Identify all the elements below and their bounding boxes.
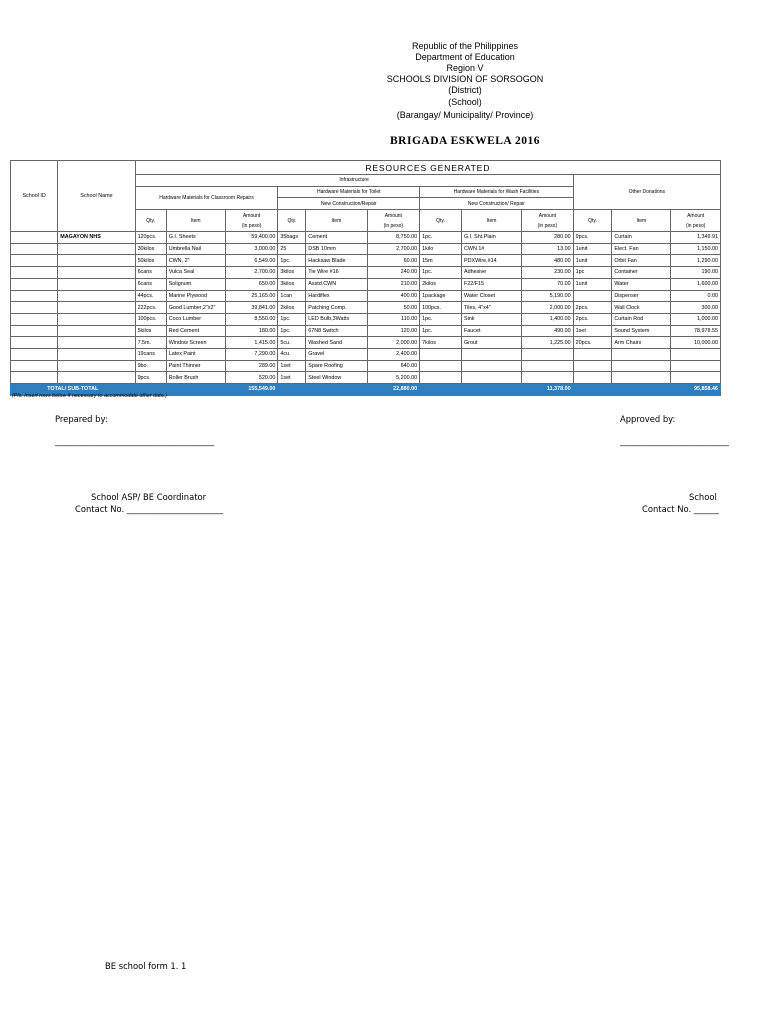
classroom-amount-cell: 650.00 bbox=[225, 278, 278, 290]
table-row bbox=[11, 278, 721, 290]
donation-qty-cell: 1set bbox=[573, 325, 612, 337]
donation-amount-cell: 10,000.00 bbox=[671, 337, 721, 349]
infrastructure-header: Infrastructure bbox=[135, 175, 573, 187]
other-donations-header: Other Donations bbox=[573, 175, 720, 210]
approved-signature-line: __________________________ bbox=[620, 436, 729, 446]
wash-qty-cell bbox=[420, 348, 462, 360]
school-id-cell bbox=[11, 255, 58, 267]
wash-item-cell bbox=[461, 372, 521, 384]
donation-amount-cell bbox=[671, 348, 721, 360]
total-blank-cell bbox=[573, 384, 612, 396]
classroom-qty-cell: 44pcs. bbox=[135, 290, 166, 302]
resources-table-body bbox=[11, 161, 721, 396]
wash-amount-cell bbox=[522, 360, 574, 372]
wash-amount-cell bbox=[522, 348, 574, 360]
classroom-amount-cell: 8,550.00 bbox=[225, 313, 278, 325]
republic-heading: Republic of the Philippines bbox=[411, 41, 519, 51]
contact-right: Contact No. ______ bbox=[642, 504, 719, 514]
toilet-amount-cell: 5,200.00 bbox=[367, 372, 420, 384]
classroom-qty-cell: 100pcs. bbox=[135, 313, 166, 325]
school-id-cell bbox=[11, 325, 58, 337]
classroom-item-cell: Red Cement bbox=[166, 325, 225, 337]
donation-qty-cell: 2pcs. bbox=[573, 313, 612, 325]
donation-amount-cell: 0.00 bbox=[671, 290, 721, 302]
classroom-qty-cell: 6cans bbox=[135, 267, 166, 279]
table-row bbox=[11, 348, 721, 360]
table-row bbox=[11, 302, 721, 314]
donation-amount-cell bbox=[671, 360, 721, 372]
donation-item-cell: Water bbox=[612, 278, 671, 290]
toilet-amount-cell: 2,400.00 bbox=[367, 348, 420, 360]
toilet-qty-cell: 35bags bbox=[278, 232, 306, 244]
donation-item-cell bbox=[612, 348, 671, 360]
donation-amount-cell: 300.00 bbox=[671, 302, 721, 314]
division-heading: SCHOOLS DIVISION OF SORSOGON bbox=[386, 74, 544, 84]
donation-qty-cell: 9pcs. bbox=[573, 232, 612, 244]
classroom-qty-cell: 7.5m. bbox=[135, 337, 166, 349]
donation-amount-cell: 190.00 bbox=[671, 267, 721, 279]
toilet-item-cell: Hardiflex bbox=[306, 290, 367, 302]
toilet-amount-cell: 640.00 bbox=[367, 360, 420, 372]
toilet-qty-cell: 25 bbox=[278, 243, 306, 255]
donation-item-cell: Arm Chairs bbox=[612, 337, 671, 349]
approved-by-label: Approved by: bbox=[620, 414, 676, 424]
wash-item-cell: Faucet bbox=[461, 325, 521, 337]
donation-amount-cell: 1,150.00 bbox=[671, 243, 721, 255]
school-id-cell bbox=[11, 302, 58, 314]
wash-item-cell: Adhesive bbox=[461, 267, 521, 279]
classroom-amount-cell: 520.00 bbox=[225, 372, 278, 384]
district-heading: (District) bbox=[448, 85, 482, 95]
wash-qty-cell: 1package bbox=[420, 290, 462, 302]
wash-qty-cell bbox=[420, 360, 462, 372]
toilet-item-cell: Gravel bbox=[306, 348, 367, 360]
item-column-header: Item bbox=[306, 210, 367, 232]
classroom-item-cell: Good Lumber,2"x2" bbox=[166, 302, 225, 314]
donation-item-cell: Wall Clock bbox=[612, 302, 671, 314]
donation-amount-cell: 1,600.00 bbox=[671, 278, 721, 290]
wash-amount-cell: 280.00 bbox=[522, 232, 574, 244]
classroom-qty-cell: 120pcs. bbox=[135, 232, 166, 244]
toilet-item-cell: DSB 10mm bbox=[306, 243, 367, 255]
donation-item-cell: Orbit Fan bbox=[612, 255, 671, 267]
region-heading: Region V bbox=[446, 63, 484, 73]
toilet-qty-cell: 1pc. bbox=[278, 325, 306, 337]
school-name-cell bbox=[58, 360, 135, 372]
total-blank-cell bbox=[278, 384, 306, 396]
donation-total: 95,858.46 bbox=[671, 384, 721, 396]
wash-item-cell: CWN 1# bbox=[461, 243, 521, 255]
classroom-qty-cell: 9bo. bbox=[135, 360, 166, 372]
donation-item-cell: Dispenser bbox=[612, 290, 671, 302]
classroom-qty-cell: 50kilos bbox=[135, 255, 166, 267]
classroom-amount-cell: 7,290.00 bbox=[225, 348, 278, 360]
in-peso-label: (in peso) bbox=[383, 222, 404, 229]
donation-qty-cell: 20pcs. bbox=[573, 337, 612, 349]
school-id-cell bbox=[11, 313, 58, 325]
classroom-qty-cell: 9pcs. bbox=[135, 372, 166, 384]
amount-column-header bbox=[522, 210, 574, 232]
classroom-amount-cell: 1,415.00 bbox=[225, 337, 278, 349]
wash-amount-cell: 5,190.00 bbox=[522, 290, 574, 302]
classroom-qty-cell: 5kilos bbox=[135, 325, 166, 337]
school-id-cell bbox=[11, 232, 58, 244]
donation-item-cell: Sound System bbox=[612, 325, 671, 337]
total-blank-cell bbox=[612, 384, 671, 396]
wash-qty-cell: 1pc. bbox=[420, 313, 462, 325]
classroom-item-cell: Marine Plywood bbox=[166, 290, 225, 302]
school-name-cell bbox=[58, 290, 135, 302]
toilet-amount-cell: 400.00 bbox=[367, 290, 420, 302]
contact-left: Contact No. _______________________ bbox=[75, 504, 224, 514]
school-name-cell bbox=[58, 325, 135, 337]
donation-qty-cell: 1unit bbox=[573, 243, 612, 255]
classroom-qty-cell: 30kilos bbox=[135, 243, 166, 255]
classroom-qty-cell: 222pcs. bbox=[135, 302, 166, 314]
coordinator-label: School ASP/ BE Coordinator bbox=[91, 492, 207, 502]
donation-qty-cell bbox=[573, 360, 612, 372]
donation-amount-cell: 78,978.55 bbox=[671, 325, 721, 337]
toilet-total: 22,880.00 bbox=[367, 384, 420, 396]
toilet-amount-cell: 50.00 bbox=[367, 302, 420, 314]
donation-item-cell: Curtain Rod bbox=[612, 313, 671, 325]
toilet-item-cell: LED Bulb,3Watts bbox=[306, 313, 367, 325]
toilet-item-cell: Patching Comp. bbox=[306, 302, 367, 314]
classroom-item-cell: CWN, 2" bbox=[166, 255, 225, 267]
qty-column-header: Qty. bbox=[278, 210, 306, 232]
school-label: School bbox=[689, 492, 717, 502]
toilet-qty-cell: 3kilos bbox=[278, 267, 306, 279]
wash-amount-cell: 1,225.00 bbox=[522, 337, 574, 349]
school-name-cell bbox=[58, 348, 135, 360]
classroom-item-cell: G.I. Sheets bbox=[166, 232, 225, 244]
amount-label: Amount bbox=[538, 212, 556, 219]
wash-qty-cell bbox=[420, 372, 462, 384]
toilet-qty-cell: 3kilos bbox=[278, 278, 306, 290]
wash-amount-cell: 13.00 bbox=[522, 243, 574, 255]
in-peso-label: (in peso) bbox=[537, 222, 558, 229]
wash-item-cell: Water Closet bbox=[461, 290, 521, 302]
donation-amount-cell: 1,349.91 bbox=[671, 232, 721, 244]
table-row bbox=[11, 255, 721, 267]
location-heading: (Barangay/ Municipality/ Province) bbox=[396, 110, 534, 120]
wash-facilities-header: Hardware Materials for Wash Facilities bbox=[420, 186, 574, 198]
resources-generated-title: RESOURCES GENERATED bbox=[135, 161, 720, 175]
school-name-header: School Name bbox=[58, 161, 135, 232]
donation-item-cell: Curtain bbox=[612, 232, 671, 244]
donation-item-cell: Elect. Fan bbox=[612, 243, 671, 255]
wash-qty-cell: 1pc. bbox=[420, 232, 462, 244]
document-title: BRIGADA ESKWELA 2016 bbox=[390, 135, 540, 147]
donation-qty-cell: 2pcs. bbox=[573, 302, 612, 314]
toilet-item-cell: 67N8 Switch bbox=[306, 325, 367, 337]
toilet-amount-cell: 8,750.00 bbox=[367, 232, 420, 244]
table-row bbox=[11, 372, 721, 384]
toilet-header: Hardware Materials for Toilet bbox=[278, 186, 420, 198]
donation-qty-cell: 1unit bbox=[573, 255, 612, 267]
toilet-item-cell: Spare Roofing bbox=[306, 360, 367, 372]
wash-qty-cell: 1pc. bbox=[420, 325, 462, 337]
department-heading: Department of Education bbox=[415, 52, 515, 62]
toilet-qty-cell: 4cu. bbox=[278, 348, 306, 360]
wash-amount-cell: 2,000.00 bbox=[522, 302, 574, 314]
school-name-cell bbox=[58, 267, 135, 279]
wash-amount-cell: 1,400.00 bbox=[522, 313, 574, 325]
school-id-cell bbox=[11, 290, 58, 302]
school-name-cell bbox=[58, 243, 135, 255]
school-name-cell bbox=[58, 337, 135, 349]
classroom-amount-cell: 59,400.00 bbox=[225, 232, 278, 244]
qty-column-header: Qty. bbox=[573, 210, 612, 232]
toilet-qty-cell: 1pc. bbox=[278, 313, 306, 325]
wash-amount-cell: 230.00 bbox=[522, 267, 574, 279]
school-name-cell bbox=[58, 278, 135, 290]
amount-label: Amount bbox=[384, 212, 402, 219]
table-row bbox=[11, 360, 721, 372]
form-number-label: BE school form 1. 1 bbox=[105, 961, 187, 971]
toilet-qty-cell: 2kilos bbox=[278, 302, 306, 314]
wash-qty-cell: 2kilos bbox=[420, 278, 462, 290]
wash-item-cell: Sink bbox=[461, 313, 521, 325]
qty-column-header: Qty. bbox=[135, 210, 166, 232]
insert-rows-note: (Pls. Insert rows below if necessary to accommodate other data.) bbox=[12, 393, 167, 399]
wash-qty-cell: 1kilo bbox=[420, 243, 462, 255]
classroom-item-cell: Window Screen bbox=[166, 337, 225, 349]
wash-item-cell: PDXWire,#14 bbox=[461, 255, 521, 267]
school-id-cell bbox=[11, 267, 58, 279]
classroom-item-cell: Paint Thinner bbox=[166, 360, 225, 372]
classroom-item-cell: Coco Lumber bbox=[166, 313, 225, 325]
item-column-header: Item bbox=[461, 210, 521, 232]
wash-qty-cell: 7kilos bbox=[420, 337, 462, 349]
toilet-subheader: New Construction/Repair bbox=[278, 198, 420, 210]
school-name-cell bbox=[58, 302, 135, 314]
wash-amount-cell: 70.00 bbox=[522, 278, 574, 290]
qty-column-header: Qty. bbox=[420, 210, 462, 232]
classroom-repairs-header: Hardware Materials for Classroom Repairs bbox=[135, 186, 278, 209]
classroom-item-cell: Vulca Seal bbox=[166, 267, 225, 279]
school-name-cell: MAGAYON NHS bbox=[58, 232, 135, 244]
prepared-by-label: Prepared by: bbox=[55, 414, 108, 424]
table-row bbox=[11, 267, 721, 279]
donation-amount-cell: 1,290.00 bbox=[671, 255, 721, 267]
wash-subheader: New Construction/ Repair bbox=[420, 198, 574, 210]
amount-label: Amount bbox=[687, 212, 705, 219]
toilet-item-cell: Steel Window bbox=[306, 372, 367, 384]
school-id-cell bbox=[11, 360, 58, 372]
wash-item-cell: Grout bbox=[461, 337, 521, 349]
table-row bbox=[11, 232, 721, 244]
classroom-amount-cell: 39,841.00 bbox=[225, 302, 278, 314]
toilet-amount-cell: 2,700.00 bbox=[367, 243, 420, 255]
donation-amount-cell bbox=[671, 372, 721, 384]
toilet-amount-cell: 2,000.00 bbox=[367, 337, 420, 349]
in-peso-label: (in peso) bbox=[241, 222, 262, 229]
school-id-cell bbox=[11, 348, 58, 360]
prepared-signature-line: ______________________________________ bbox=[55, 436, 215, 446]
classroom-total: 155,549.00 bbox=[225, 384, 278, 396]
total-label: TOTAL/ SUB-TOTAL bbox=[11, 384, 136, 396]
amount-label: Amount bbox=[242, 212, 261, 219]
toilet-item-cell: Washed Sand bbox=[306, 337, 367, 349]
wash-amount-cell: 490.00 bbox=[522, 325, 574, 337]
donation-qty-cell bbox=[573, 290, 612, 302]
wash-item-cell: G.I. Sht.Plain bbox=[461, 232, 521, 244]
table-row bbox=[11, 243, 721, 255]
total-blank-cell bbox=[420, 384, 462, 396]
wash-item-cell: F22/F15 bbox=[461, 278, 521, 290]
classroom-item-cell: Solignum bbox=[166, 278, 225, 290]
resources-table bbox=[10, 160, 721, 396]
wash-item-cell bbox=[461, 360, 521, 372]
classroom-qty-cell: 6cans bbox=[135, 278, 166, 290]
donation-item-cell: Container bbox=[612, 267, 671, 279]
school-id-cell bbox=[11, 278, 58, 290]
classroom-item-cell: Latex Paint bbox=[166, 348, 225, 360]
school-heading: (School) bbox=[448, 97, 482, 107]
wash-qty-cell: 15m bbox=[420, 255, 462, 267]
wash-qty-cell: 1pc. bbox=[420, 267, 462, 279]
table-title-row bbox=[11, 161, 721, 175]
school-id-cell bbox=[11, 372, 58, 384]
school-name-cell bbox=[58, 313, 135, 325]
toilet-qty-cell: 1pc. bbox=[278, 255, 306, 267]
toilet-qty-cell: 1can bbox=[278, 290, 306, 302]
toilet-item-cell: Asstd.CWN bbox=[306, 278, 367, 290]
donation-qty-cell: 1pc bbox=[573, 267, 612, 279]
toilet-item-cell: Hacksaw Blade bbox=[306, 255, 367, 267]
total-blank-cell bbox=[166, 384, 225, 396]
toilet-item-cell: Cement bbox=[306, 232, 367, 244]
item-column-header: Item bbox=[166, 210, 225, 232]
amount-column-header bbox=[367, 210, 420, 232]
school-name-cell bbox=[58, 372, 135, 384]
classroom-amount-cell: 180.00 bbox=[225, 325, 278, 337]
classroom-amount-cell: 2,700.00 bbox=[225, 267, 278, 279]
wash-amount-cell bbox=[522, 372, 574, 384]
donation-item-cell bbox=[612, 360, 671, 372]
wash-total: 11,378.00 bbox=[522, 384, 574, 396]
school-id-header: School ID bbox=[11, 161, 58, 232]
school-id-cell bbox=[11, 337, 58, 349]
toilet-qty-cell: 5cu. bbox=[278, 337, 306, 349]
donation-amount-cell: 1,000.00 bbox=[671, 313, 721, 325]
donation-qty-cell bbox=[573, 372, 612, 384]
amount-column-header bbox=[225, 210, 278, 232]
wash-item-cell: Tiles, 4"x4" bbox=[461, 302, 521, 314]
item-column-header: Item bbox=[612, 210, 671, 232]
toilet-qty-cell: 1set bbox=[278, 360, 306, 372]
classroom-qty-cell: 19cans bbox=[135, 348, 166, 360]
toilet-amount-cell: 120.00 bbox=[367, 325, 420, 337]
table-row bbox=[11, 313, 721, 325]
wash-item-cell bbox=[461, 348, 521, 360]
toilet-amount-cell: 210.00 bbox=[367, 278, 420, 290]
classroom-item-cell: Umbrella Nail bbox=[166, 243, 225, 255]
school-name-cell bbox=[58, 255, 135, 267]
table-row bbox=[11, 290, 721, 302]
toilet-qty-cell: 1set bbox=[278, 372, 306, 384]
total-blank-cell bbox=[306, 384, 367, 396]
toilet-item-cell: Tie Wire #16 bbox=[306, 267, 367, 279]
table-row bbox=[11, 337, 721, 349]
amount-column-header bbox=[671, 210, 721, 232]
toilet-amount-cell: 240.00 bbox=[367, 267, 420, 279]
in-peso-label: (in peso) bbox=[685, 222, 706, 229]
toilet-amount-cell: 60.00 bbox=[367, 255, 420, 267]
classroom-amount-cell: 25,165.00 bbox=[225, 290, 278, 302]
wash-qty-cell: 100pcs. bbox=[420, 302, 462, 314]
toilet-amount-cell: 110.00 bbox=[367, 313, 420, 325]
classroom-amount-cell: 3,000.00 bbox=[225, 243, 278, 255]
table-row bbox=[11, 325, 721, 337]
classroom-amount-cell: 289.00 bbox=[225, 360, 278, 372]
total-blank-cell bbox=[461, 384, 521, 396]
donation-qty-cell bbox=[573, 348, 612, 360]
donation-item-cell bbox=[612, 372, 671, 384]
classroom-item-cell: Roller Brush bbox=[166, 372, 225, 384]
classroom-amount-cell: 6,549.00 bbox=[225, 255, 278, 267]
donation-qty-cell: 1unit bbox=[573, 278, 612, 290]
wash-amount-cell: 480.00 bbox=[522, 255, 574, 267]
school-id-cell bbox=[11, 243, 58, 255]
